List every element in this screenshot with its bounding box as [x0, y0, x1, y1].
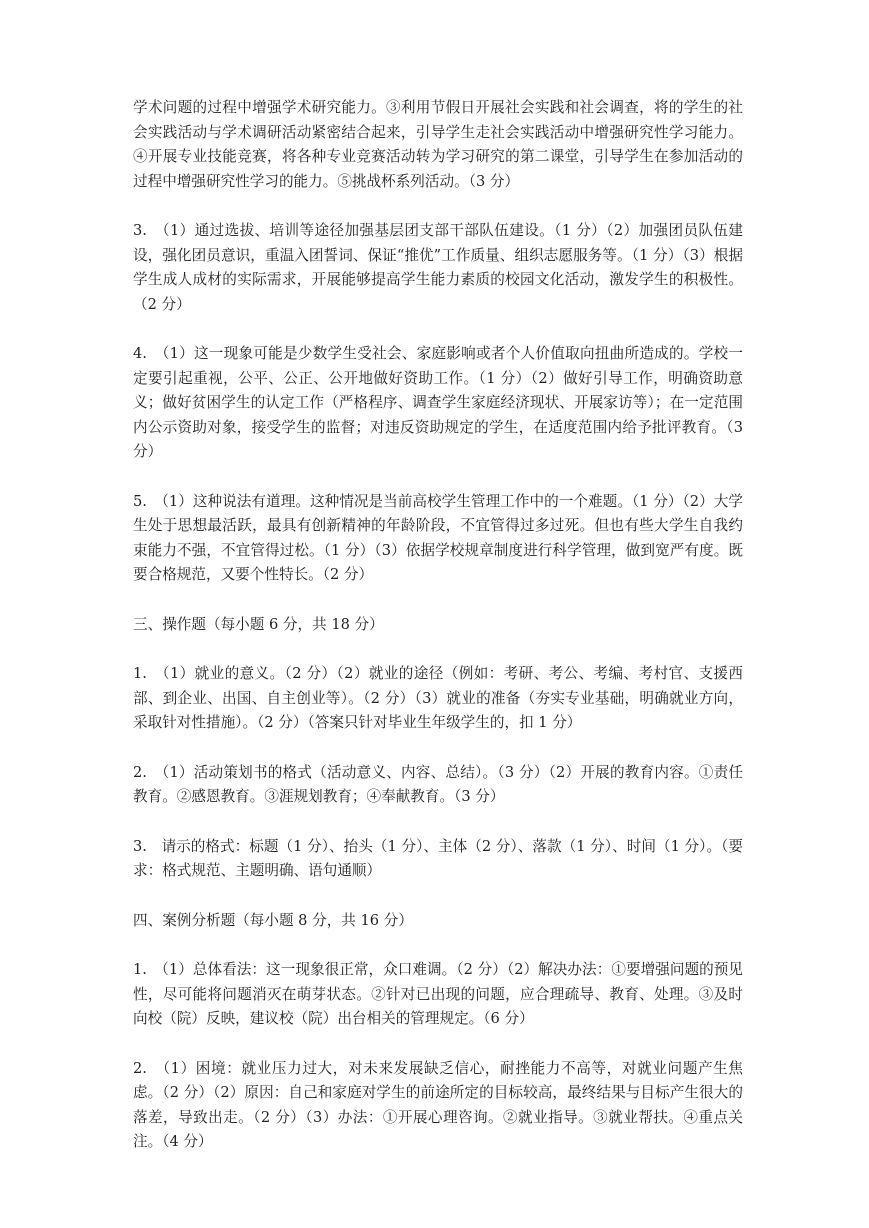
- answer-item-3: 3. （1）通过选拔、培训等途径加强基层团支部干部队伍建设。（1 分）（2）加强团员队伍建设，强化团员意识，重温入团誓词、保证“推优”工作质量、组织志愿服务等。（1 分）（3）根据学生成人成材的实际需求，开展能够提高学生能力素质的校园文化活动，激发学生的积极性。（2 分）: [133, 222, 743, 313]
- case-item-1: 1. （1）总体看法：这一现象很正常，众口难调。（2 分）（2）解决办法：①要增强问题的预见性，尽可能将问题消灭在萌芽状态。②针对已出现的问题，应合理疏导、教育、处理。③及时向校（院）反映，建议校（院）出台相关的管理规定。（6 分）: [133, 961, 743, 1027]
- document-page: [133, 96, 743, 1180]
- section-title-operation: 三、操作题（每小题 6 分，共 18 分）: [133, 615, 384, 633]
- operation-item-1: 1. （1）就业的意义。（2 分）（2）就业的途径（例如：考研、考公、考编、考村官、支援西部、到企业、出国、自主创业等）。（2 分）（3）就业的准备（夯实专业基础，明确就业方向，采取针对性措施）。（2 分）（答案只针对毕业生年级学生的，扣 1 分）: [133, 665, 743, 731]
- case-item-2: 2. （1）困境：就业压力过大，对未来发展缺乏信心，耐挫能力不高等，对就业问题产生焦虑。（2 分）（2）原因：自己和家庭对学生的前途所定的目标较高，最终结果与目标产生很大的落差，导致出走。（2 分）（3）办法：①开展心理咨询。②就业指导。③就业帮扶。④重点关注。（4 分）: [133, 1059, 743, 1150]
- answer-item-4: 4. （1）这一现象可能是少数学生受社会、家庭影响或者个人价值取向扭曲所造成的。学校一定要引起重视，公平、公正、公开地做好资助工作。（1 分）（2）做好引导工作，明确资助意义；做好贫困学生的认定工作（严格程序、调查学生家庭经济现状、开展家访等）；在一定范围内公示资助对象，接受学生的监督；对违反资助规定的学生，在适度范围内给予批评教育。（3 分）: [133, 345, 743, 460]
- section-title-case-analysis: 四、案例分析题（每小题 8 分，共 16 分）: [133, 911, 413, 929]
- operation-item-3: 3. 请示的格式：标题（1 分）、抬头（1 分）、主体（2 分）、落款（1 分）、时间（1 分）。（要求：格式规范、主题明确、语句通顺）: [133, 837, 743, 879]
- answer-item-5: 5. （1）这种说法有道理。这种情况是当前高校学生管理工作中的一个难题。（1 分）（2）大学生处于思想最活跃，最具有创新精神的年龄阶段，不宜管得过多过死。但也有些大学生自我约束能力不强，不宜管得过松。（1 分）（3）依据学校规章制度进行科学管理，做到宽严有度。既要合格规范，又要个性特长。（2 分）: [133, 492, 743, 583]
- paragraph-continuation: 学术问题的过程中增强学术研究能力。③利用节假日开展社会实践和社会调查，将的学生的社会实践活动与学术调研活动紧密结合起来，引导学生走社会实践活动中增强研究性学习能力。④开展专业技能竞赛，将各种专业竞赛活动转为学习研究的第二课堂，引导学生在参加活动的过程中增强研究性学习的能力。⑤挑战杯系列活动。（3 分）: [133, 99, 743, 190]
- operation-item-2: 2. （1）活动策划书的格式（活动意义、内容、总结）。（3 分）（2）开展的教育内容。①责任教育。②感恩教育。③涯规划教育；④奉献教育。（3 分）: [133, 763, 743, 805]
